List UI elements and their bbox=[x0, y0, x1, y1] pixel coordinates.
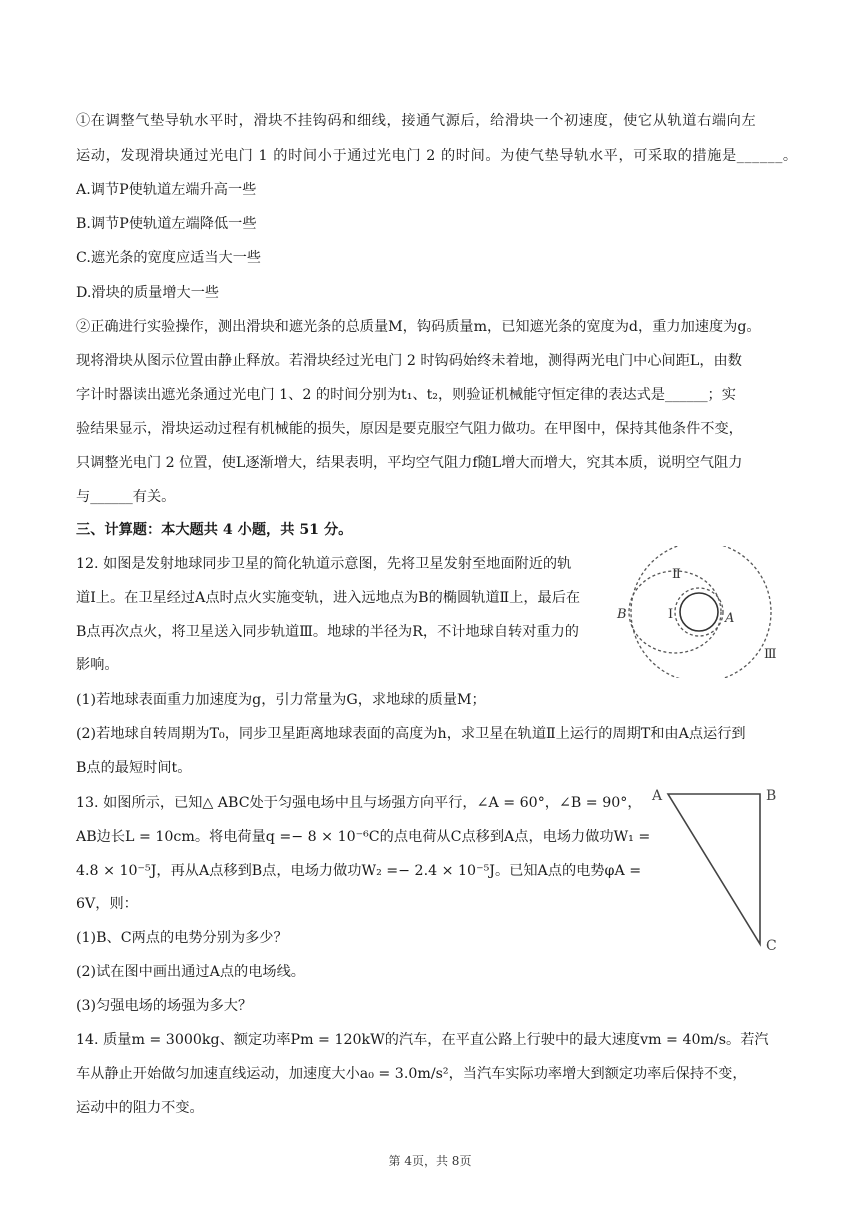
q14-line-1: 14. 质量m = 3000kg、额定功率Pm = 120kW的汽车，在平直公路上行驶中的最大速度vm = 40m/s。若汽 bbox=[76, 1032, 769, 1048]
earth bbox=[680, 593, 718, 631]
q13-sub-2: (2)试在图中画出通过A点的电场线。 bbox=[76, 964, 305, 980]
q12-sub-1: (1)若地球表面重力加速度为g，引力常量为G，求地球的质量M； bbox=[76, 692, 486, 708]
q12-line-2: 道Ⅰ上。在卫星经过A点时点火实施变轨，进入远地点为B的椭圆轨道Ⅱ上，最后在 bbox=[76, 590, 581, 606]
label-b: B bbox=[766, 788, 777, 804]
triangle-abc bbox=[668, 794, 760, 944]
q13-sub-3: (3)匀强电场的场强为多大？ bbox=[76, 998, 253, 1014]
q13-line-3: 4.8 × 10⁻⁵J，再从A点移到B点，电场力做功W₂ =− 2.4 × 10⁻⁵J。已知A点的电势φA = bbox=[76, 863, 642, 879]
q13-line-1: 13. 如图所示，已知△ ABC处于匀强电场中且与场强方向平行，∠A = 60°，∠B = 90°， bbox=[76, 795, 642, 811]
label-point-a: A bbox=[725, 611, 735, 626]
q11-option-b: B.调节P使轨道左端降低一些 bbox=[76, 216, 257, 232]
q11-p2-line-1: ②正确进行实验操作，测出滑块和遮光条的总质量M，钩码质量m，已知遮光条的宽度为d，重力加速度为g。 bbox=[76, 319, 761, 335]
label-orbit-iii: Ⅲ bbox=[764, 647, 777, 662]
label-orbit-i: Ⅰ bbox=[668, 607, 674, 622]
q14-line-2: 车从静止开始做匀加速直线运动，加速度大小a₀ = 3.0m/s²，当汽车实际功率增大到额定功率后保持不变， bbox=[76, 1066, 747, 1082]
page-footer: 第 4页，共 8页 bbox=[388, 1154, 472, 1168]
orbit-diagram bbox=[612, 546, 790, 678]
q11-option-d: D.滑块的质量增大一些 bbox=[76, 285, 220, 301]
q13-line-2: AB边长L = 10cm。将电荷量q =− 8 × 10⁻⁶C的点电荷从C点移到A点，电场力做功W₁ = bbox=[76, 829, 651, 845]
q11-option-c: C.遮光条的宽度应适当大一些 bbox=[76, 250, 262, 266]
q11-p2-line-3: 字计时器读出遮光条通过光电门 1、2 的时间分别为t₁、t₂，则验证机械能守恒定律的表达式是______；实 bbox=[76, 387, 736, 403]
q12-sub-2-line-2: B点的最短时间t。 bbox=[76, 760, 192, 776]
q12-sub-2-line-1: (2)若地球自转周期为T₀，同步卫星距离地球表面的高度为h，求卫星在轨道Ⅱ上运行的周期T和由A点运行到 bbox=[76, 726, 746, 742]
triangle-diagram bbox=[648, 782, 788, 954]
section-3-heading: 三、计算题：本大题共 4 小题，共 51 分。 bbox=[76, 522, 353, 538]
q12-line-3: B点再次点火，将卫星送入同步轨道Ⅲ。地球的半径为R，不计地球自转对重力的 bbox=[76, 624, 579, 640]
q13-sub-1: (1)B、C两点的电势分别为多少？ bbox=[76, 930, 288, 946]
q11-p1-line-2: 运动，发现滑块通过光电门 1 的时间小于通过光电门 2 的时间。为使气垫导轨水平，可采取的措施是______。 bbox=[76, 148, 798, 164]
label-point-b: B bbox=[617, 607, 627, 622]
q11-p2-line-2: 现将滑块从图示位置由静止释放。若滑块经过光电门 2 时钩码始终未着地，测得两光电门中心间距L，由数 bbox=[76, 353, 742, 369]
label-a: A bbox=[652, 788, 663, 804]
label-c: C bbox=[766, 938, 777, 954]
q12-line-4: 影响。 bbox=[76, 657, 119, 673]
q11-p2-line-4: 验结果显示，滑块运动过程有机械能的损失，原因是要克服空气阻力做功。在甲图中，保持其他条件不变， bbox=[76, 421, 743, 437]
q13-line-4: 6V，则： bbox=[76, 896, 138, 912]
q11-option-a: A.调节P使轨道左端升高一些 bbox=[76, 182, 257, 198]
q11-p1-line-1: ①在调整气垫导轨水平时，滑块不挂钩码和细线，接通气源后，给滑块一个初速度，使它从轨道右端向左 bbox=[76, 113, 757, 129]
q14-line-3: 运动中的阻力不变。 bbox=[76, 1100, 204, 1116]
q12-line-1: 12. 如图是发射地球同步卫星的简化轨道示意图，先将卫星发射至地面附近的轨 bbox=[76, 556, 572, 572]
q11-p2-line-5: 只调整光电门 2 位置，使L逐渐增大，结果表明，平均空气阻力f随L增大而增大，究其本质，说明空气阻力 bbox=[76, 455, 743, 471]
label-orbit-ii: Ⅱ bbox=[672, 567, 681, 582]
q11-p2-line-6: 与______有关。 bbox=[76, 489, 176, 505]
